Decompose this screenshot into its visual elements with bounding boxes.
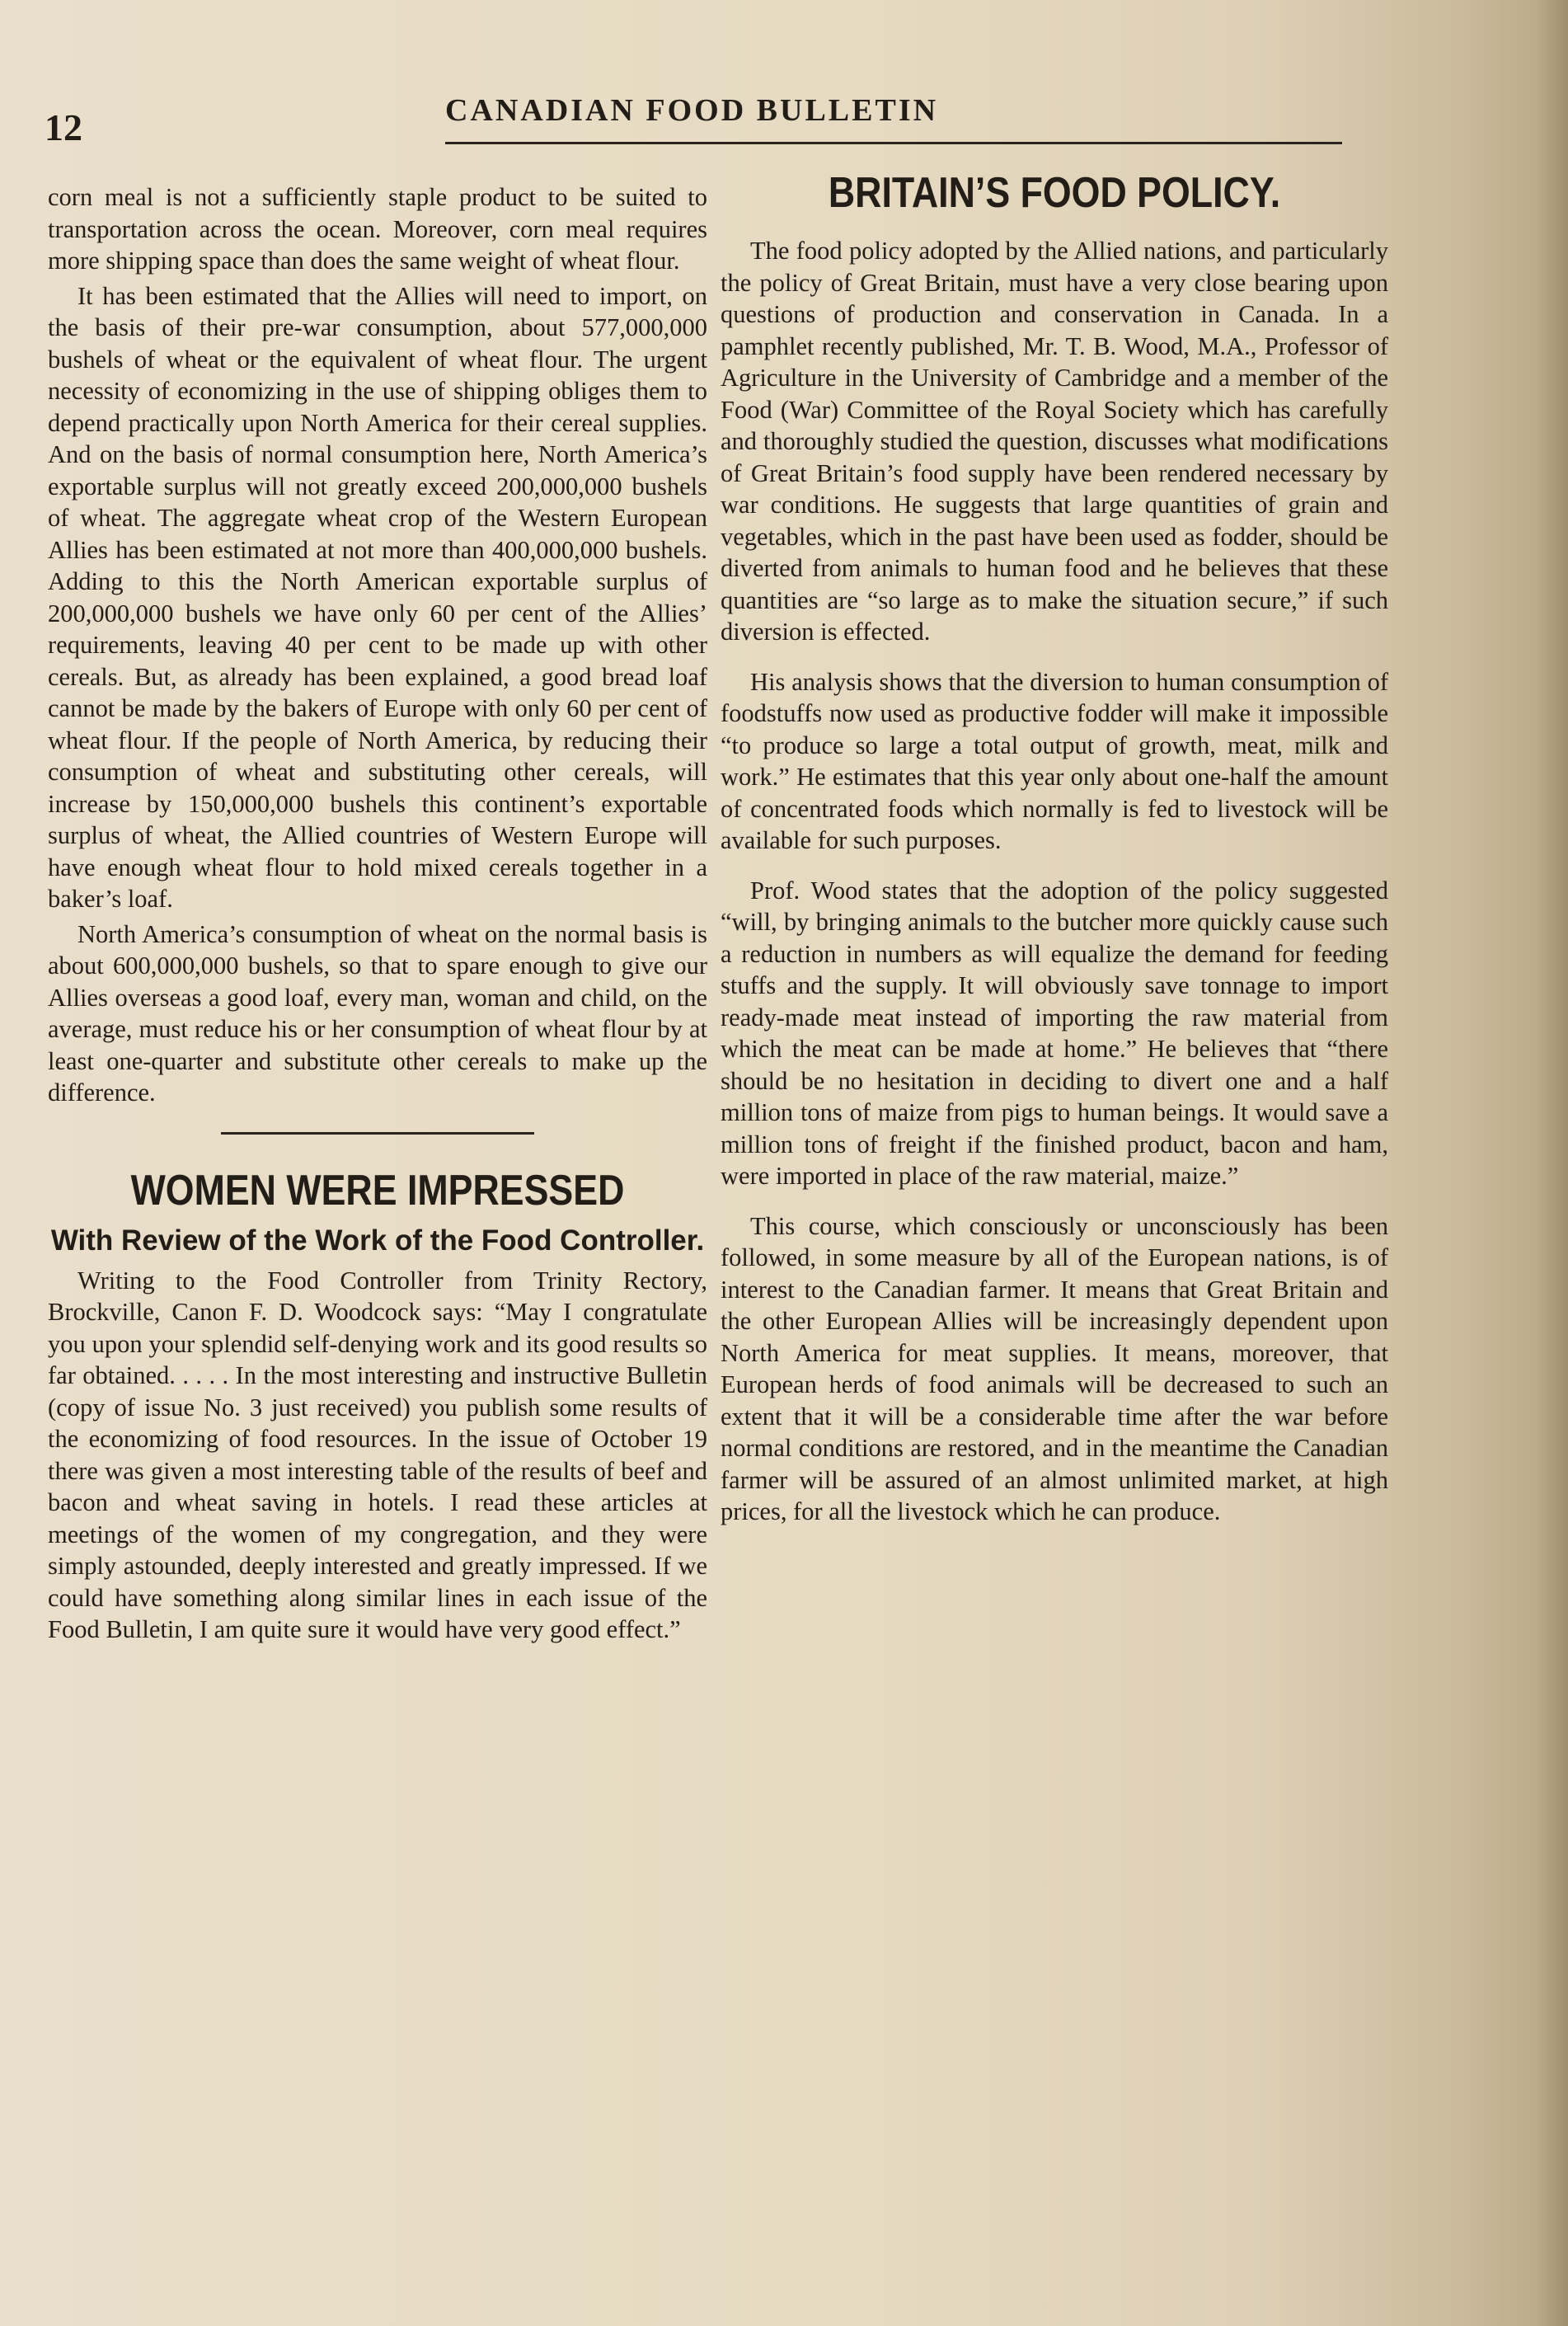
article-subheading-women: With Review of the Work of the Food Controller.	[50, 1224, 705, 1257]
right-column	[721, 169, 1388, 1546]
article-heading-britain: BRITAIN’S FOOD POLICY.	[828, 169, 1281, 217]
article-heading-women: WOMEN WERE IMPRESSED	[130, 1166, 625, 1215]
paragraph-analysis: His analysis shows that the diversion to human consumption of foodstuffs now used as productive fodder will make it impossible “to produce so large a total output of growth, meat, milk and work.” He estimates that this year only about one-half the amount of concentrated foods which normally is fed to livestock will be available for such purposes.	[721, 667, 1388, 854]
page-number: 12	[45, 106, 82, 148]
paragraph-allies-import: It has been estimated that the Allies will need to import, on the basis of their pre-war consumption, about 577,000,000 bushels of wheat or the equivalent of wheat flour. The urgent necessity of economizing in the use of shipping obliges them to depend practically upon North America for their cereal supplies. And on the basis of normal consumption here, North America’s exportable surplus will not greatly exceed 200,000,000 bushels of wheat. The aggregate wheat crop of the Western European Allies has been estimated at not more than 400,000,000 bushels. Adding to this the North American exportable surplus of 200,000,000 bushels we have only 60 per cent of the Allies’ requirements, leaving 40 per cent to be made up with other cereals. But, as already has been explained, a good bread loaf cannot be made by the bakers of Europe with only 60 per cent of wheat flour. If the people of North America, by reducing their consumption of wheat and substituting other cereals, will increase by 150,000,000 bushels this continent’s exportable surplus of wheat, the Allied countries of Western Europe will have enough wheat flour to hold mixed cereals together in a baker’s loaf.	[48, 281, 707, 913]
running-title: CANADIAN FOOD BULLETIN	[445, 93, 939, 128]
paragraph-consumption: North America’s consumption of wheat on the normal basis is about 600,000,000 bushels, so that to spare enough to give our Allies overseas a good loaf, every man, woman and child, on the average, must reduce his or her consumption of wheat flour by at least one-quarter and substitute other cereals to make up the difference.	[48, 919, 707, 1107]
section-divider	[221, 1132, 534, 1135]
paragraph-canadian-farmer: This course, which consciously or unconsciously has been followed, in some measure by all of the European nations, is of interest to the Canadian farmer. It means that Great Britain and the other European Allies will be increasingly dependent upon North America for meat supplies. It means, moreover, that European herds of food animals will be decreased to such an extent that it will be a considerable time after the war before normal conditions are restored, and in the meantime the Canadian farmer will be assured of an almost unlimited market, at high prices, for all the livestock which he can produce.	[721, 1211, 1388, 1525]
header-rule	[445, 142, 1342, 144]
paragraph-prof-wood: Prof. Wood states that the adoption of the policy suggested “will, by bringing animals to the butcher more quickly cause such a reduction in numbers as will equalize the demand for feeding stuffs and the supply. It will obviously save tonnage to import ready-made meat instead of importing the raw material from which the meat can be made at home.” He believes that “there should be no hesitation in deciding to divert one and a half million tons of maize from pigs to human beings. It would save a million tons of freight if the finished product, bacon and ham, were imported in place of the raw material, maize.”	[721, 876, 1388, 1190]
paragraph-corn-meal: corn meal is not a sufficiently staple product to be suited to transportation across the ocean. Moreover, corn meal requires more shipping space than does the same weight of wheat flour.	[48, 183, 707, 275]
article-body-women: Writing to the Food Controller from Trinity Rectory, Brockville, Canon F. D. Woodcock says: “May I congratulate you upon your splendid self-denying work and its good results so far obtained. . . . . In the most interesting and instructive Bulletin (copy of issue No. 3 just received) you publish some results of the economizing of food resources. In the issue of October 19 there was given a most interesting table of the results of beef and bacon and wheat saving in hotels. I read these articles at meetings of the women of my congregation, and they were simply astounded, deeply interested and greatly impressed. If we could have something along similar lines in each issue of the Food Bulletin, I am quite sure it would have very good effect.”	[48, 1266, 707, 1643]
page-edge-shadow	[1535, 0, 1568, 2326]
paragraph-food-policy: The food policy adopted by the Allied nations, and particularly the policy of Great Britain, must have a very close bearing upon questions of production and conservation in Canada. In a pamphlet recently published, Mr. T. B. Wood, M.A., Professor of Agriculture in the University of Cambridge and a member of the Food (War) Committee of the Royal Society which has carefully and thoroughly studied the question, discusses what modifications of Great Britain’s food supply have been rendered necessary by war conditions. He suggests that large quantities of grain and vegetables, which in the past have been used as fodder, should be diverted from animals to human food and he believes that these quantities are “so large as to make the situation secure,” if such diversion is effected.	[721, 237, 1388, 646]
left-column	[48, 181, 707, 1649]
